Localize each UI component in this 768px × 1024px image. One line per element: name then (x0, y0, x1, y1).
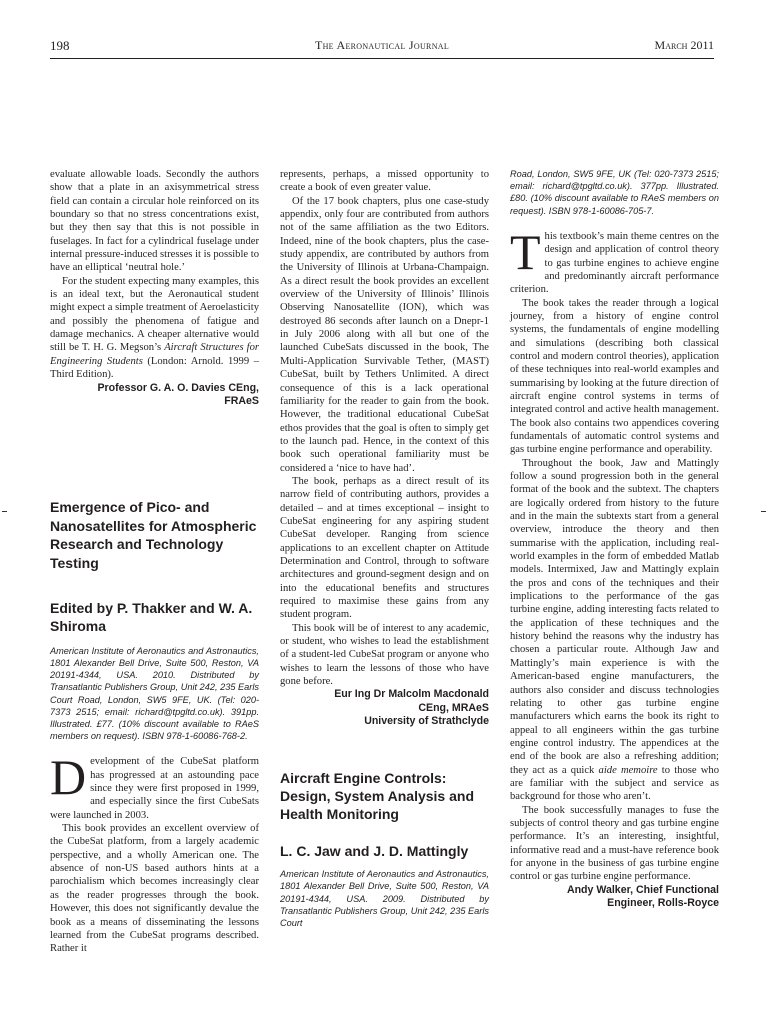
review-title: Emergence of Pico- and Nanosatellites for Atmospheric Research and Technology Testing (50, 499, 257, 571)
journal-title: The Aeronautical Journal (314, 38, 450, 52)
italic-phrase: aide memoire (598, 764, 658, 776)
body-paragraph: evaluate allowable loads. Secondly the authors show that a plate in an axisymmetrical stress field can contain a circular hole reinforced on its boundary so that no stress concentrations exist, but they then say that this is not possible in fuselages. In fact for a cylindrical fuselage under internal pressure-induced stresses it is possible to have an elliptical ‘neutral hole.’ (50, 169, 259, 274)
column-2 (280, 168, 489, 929)
running-header (50, 38, 714, 56)
column-1 (50, 168, 259, 956)
drop-cap: D (50, 749, 87, 806)
page-number: 198 (50, 38, 70, 53)
issue-date: March 2011 (654, 38, 714, 52)
crop-mark-right (761, 511, 766, 512)
review-editors: Edited by P. Thakker and W. A. Shiroma (50, 599, 253, 635)
header-rule (50, 58, 714, 59)
drop-cap: T (510, 223, 541, 280)
reviewer-signature: Eur Ing Dr Malcolm Macdonald CEng, MRAeS University of Strathclyde (334, 688, 489, 728)
body-paragraph: represents, perhaps, a missed opportunity to create a book of even greater value. (280, 169, 489, 194)
crop-mark-left (2, 511, 7, 512)
body-paragraph: The book takes the reader through a logical journey, from a history of engine control systems, the fundamentals of engine modelling and simulations (describing both classical control and modern control theories), application of these techniques into real-world examples and summarising by looking at the future direction of aircraft engine control systems in terms of integrated control and active health management. The book also contains two appendices covering fundamentals of automatic control systems and gas turbine engine performance and operability. (510, 297, 719, 456)
column-3 (510, 168, 719, 910)
body-paragraph: The book, perhaps as a direct result of its narrow field of contributing authors, provides a detailed – and at times exceptional – insight to CubeSat engineering for any aspiring student CubeSat developer. Ranging from science applications to an excellent chapter on Attitude Determination and Control, through to software architectures and ground-segment design and on into the educational benefits and structures required to maximise these gains from any student program. (280, 475, 489, 621)
body-paragraph: This book will be of interest to any academic, or student, who wishes to lead the establishment of a student-led CubeSat program or anyone who wishes to learn the lessons of those who have gone before. (280, 622, 489, 688)
review-title: Aircraft Engine Controls: Design, System Analysis and Health Monitoring (280, 769, 474, 823)
body-paragraph: This textbook’s main theme centres on the design and application of control theory to gas turbine engines to achieve engine and predominantly aircraft performance criterion. (510, 223, 719, 296)
body-paragraph: This book provides an excellent overview of the CubeSat platform, from a largely academic perspective, and a wholly American one. The absence of non-US based authors hints at a parochialism which becomes increasingly clear as the reader progresses through the book. However, this does not significantly devalue the book as a means of disseminating the lessons learned from the CubeSat programs described. Rather it (50, 823, 259, 955)
cited-book-title: Aircraft Structures for Engineering Students (50, 342, 259, 367)
reviewer-signature: Professor G. A. O. Davies CEng, FRAeS (97, 381, 259, 407)
publication-details: American Institute of Aeronautics and Astronautics, 1801 Alexander Bell Drive, Suite 500, Reston, VA 20191-4344, USA. 2009. Distributed by Transatlantic Publishers Group, Unit 242, 235 Earls Court (280, 869, 489, 929)
publication-details-continued: Road, London, SW5 9FE, UK (Tel: 020-7373 2515; email: richard@tpgltd.co.uk). 377pp. Illustrated. £80. (10% discount available to RAeS members on request). ISBN 978-1-60086-705-7. (510, 169, 719, 216)
publication-details: American Institute of Aeronautics and Astronautics, 1801 Alexander Bell Drive, Suite 500, Reston, VA 20191-4344, USA. 2010. Distributed by Transatlantic Publishers Group, Unit 242, 235 Earls Court Road, London, SW5 9FE, UK. (Tel: 020-7373 2515; email: richard@tpgltd.co.uk). 391pp. Illustrated. £77. (10% discount available to RAeS members on request). ISBN 978-1-60086-768-2. (50, 645, 259, 742)
reviewer-signature: Andy Walker, Chief Functional Engineer, Rolls-Royce (566, 883, 719, 910)
body-paragraph: Development of the CubeSat platform has progressed at an astounding pace since they were first proposed in 1999, and especially since the first CubeSats were launched in 2003. (50, 749, 259, 821)
body-paragraph: For the student expecting many examples, this is an ideal text, but the Aeronautical student might expect a simple treatment of Aeroelasticity and possibly the phenomena of fatigue and damage mechanics. A cheaper alternative would still be T. H. G. Megson’s Aircraft Structures for Engineering Students (London: Arnold. 1999 – Third Edition). (50, 275, 259, 381)
body-paragraph: The book successfully manages to fuse the subjects of control theory and gas turbine engine performance. It’s an interesting, insightful, informative read and a must-have reference book for anyone in the business of gas turbine engine control or gas turbine engine performance. (510, 804, 719, 883)
review-authors: L. C. Jaw and J. D. Mattingly (280, 842, 469, 859)
body-paragraph: Of the 17 book chapters, plus one case-study appendix, only four are contributed from authors not of the same affiliation as the two Editors. Indeed, nine of the book chapters, plus the case-study appendix, are contributed by authors from the University of Illinois at Urbana-Champaign. As a direct result the book provides an excellent overview of the University of Illinois’ Illinois Observing Nanosatellite (ION), which was destroyed 86 seconds after launch on a Dnepr-1 in July 2006 along with all but one of the launched CubeSats discussed in the book, The Multi-Application Survivable Tether, (MAST) CubeSat, built by Tethers Unlimited. A direct consequence of this is a lack operational familiarity for the reader to gain from the book. However, the traditional educational CubeSat ethos provides that the goal is often to simply get to the launch pad. Hence, in the context of this book such operational familiarity must be considered a ‘nice to have had’. (280, 195, 489, 474)
body-paragraph: Throughout the book, Jaw and Mattingly follow a sound progression both in the general format of the book and the subtext. The chapters are logically ordered from history to the future and in the main the subtexts start from a general overview, introduce the theory and then summarise with the application, including real-world examples in the form of embedded Matlab models. Intermixed, Jaw and Mattingly explain the pros and cons of the techniques and their implications to the performance of the gas turbine engine, adding interesting facts related to the application of these techniques and the history behind the reasons why the industry has chosen a particular route. Although Jaw and Mattingly’s main experience is with the American-based engine manufacturers, the authors also consider and discuss technologies relating to other gas turbine engine manufacturers which earns the book its right to appeal to all engineers within the gas turbine engine control industry. The appendices at the end of the book are also a refreshing addition; they act as a quick aide memoire to those who are familiar with the subject and service as background for those who aren’t. (510, 457, 719, 803)
